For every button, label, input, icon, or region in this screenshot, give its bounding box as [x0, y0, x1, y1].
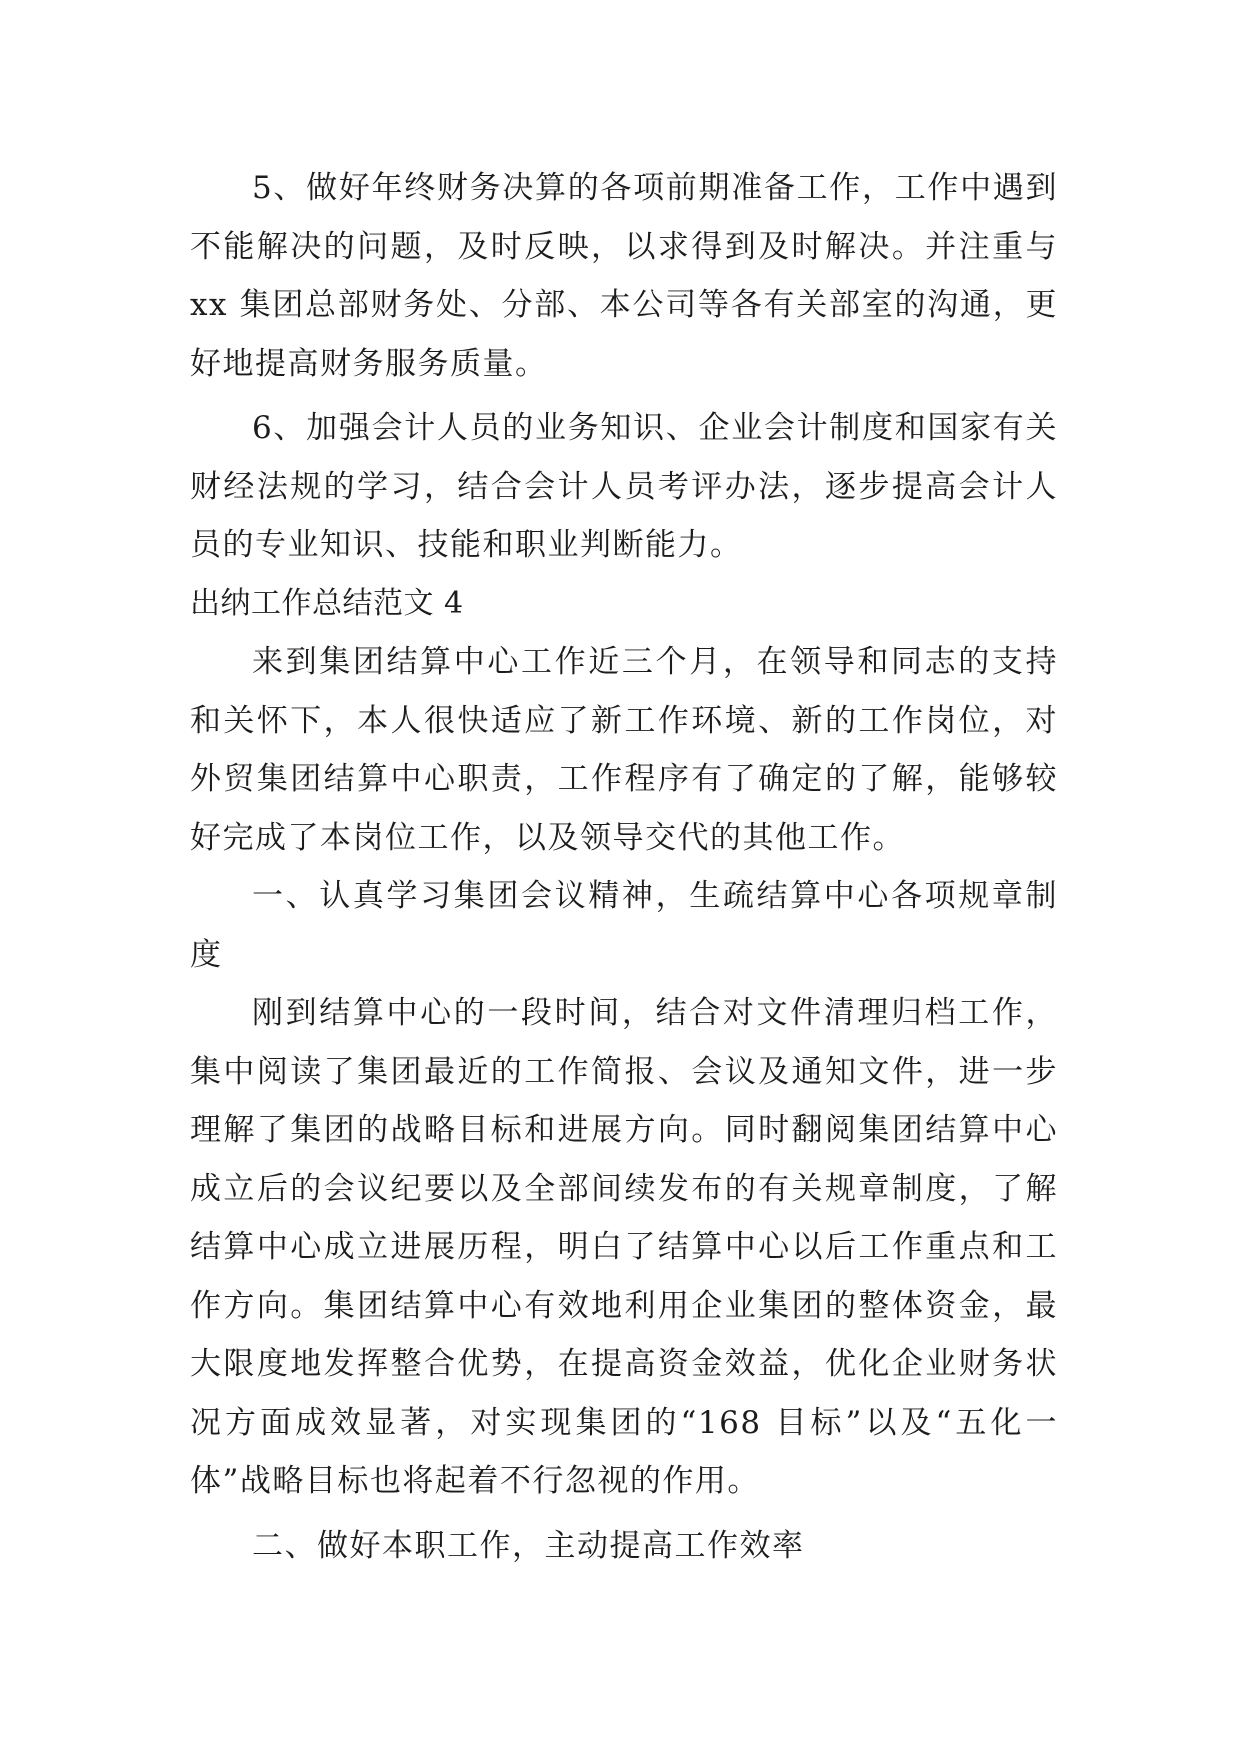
paragraph-item-6: 6、加强会计人员的业务知识、企业会计制度和国家有关财经法规的学习，结合会计人员考评办法，逐步提高会计人员的专业知识、技能和职业判断能力。: [190, 410, 1058, 563]
subheading-two: 二、做好本职工作，主动提高工作效率: [252, 1527, 805, 1564]
section-title: 出纳工作总结范文 4: [190, 585, 464, 621]
paragraph-body: 刚到结算中心的一段时间，结合对文件清理归档工作，集中阅读了集团最近的工作简报、会议及通知文件，进一步理解了集团的战略目标和进展方向。同时翻阅集团结算中心成立后的会议纪要以及全部间续发布的有关规章制度，了解结算中心成立进展历程，明白了结算中心以后工作重点和工作方向。集团结算中心有效地利用企业集团的整体资金，最大限度地发挥整合优势，在提高资金效益，优化企业财务状况方面成效显著，对实现集团的“168 目标”以及“五化一体”战略目标也将起着不行忽视的作用。: [190, 995, 1058, 1499]
paragraph-intro: 来到集团结算中心工作近三个月，在领导和同志的支持和关怀下，本人很快适应了新工作环境、新的工作岗位，对外贸集团结算中心职责，工作程序有了确定的了解，能够较好完成了本岗位工作，以及领导交代的其他工作。: [190, 644, 1058, 856]
paragraph-item-5: 5、做好年终财务决算的各项前期准备工作，工作中遇到不能解决的问题，及时反映，以求得到及时解决。并注重与 xx 集团总部财务处、分部、本公司等各有关部室的沟通，更好地提高财务服务质量。: [190, 170, 1058, 382]
subheading-one: 一、认真学习集团会议精神，生疏结算中心各项规章制度: [190, 878, 1058, 973]
document-body: [190, 159, 1058, 1575]
